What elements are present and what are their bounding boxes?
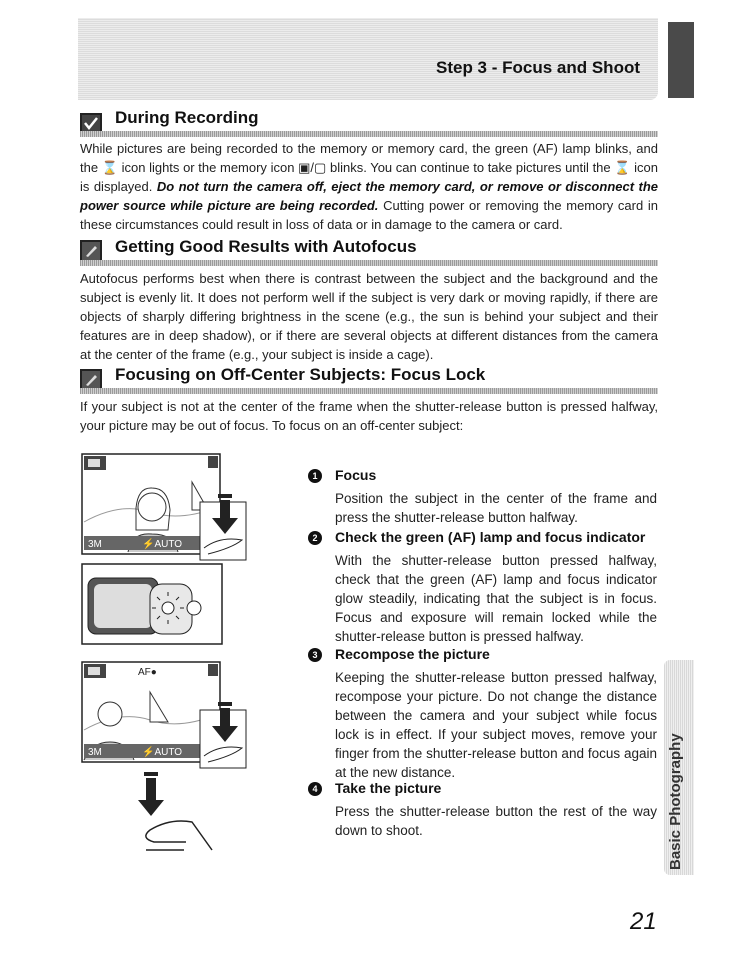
page-header-title: Step 3 - Focus and Shoot [435,58,640,77]
step-number: 3 [308,648,322,662]
camera-back-af-lamp [82,564,222,644]
section-divider [80,260,658,266]
step-title: Check the green (AF) lamp and focus indicator [335,529,646,545]
finger-full-press-icon [138,772,212,850]
focus-lock-illustration [80,452,280,862]
step-title: Recompose the picture [335,646,490,662]
step-body: With the shutter-release button pressed halfway, check that the green (AF) lamp and focus indicator glow steadily, indicating that the subject is in focus. Focus and exposure will remain locked while the shutter-release button is pressed halfway. [335,553,657,644]
chapter-corner-tab [668,22,694,98]
step-body: Press the shutter-release button the rest of the way down to shoot. [335,804,657,838]
section-title-focus-lock: Focusing on Off-Center Subjects: Focus Lock [115,365,486,384]
monitor-screen-recomposed [82,662,220,762]
autofocus-text: Autofocus performs best when there is contrast between the subject and the background and the subject is evenly lit. It does not perform well if the subject is very dark or moving rapidly, if there are objects of sharply differing brightness in the scene (e.g., the sun is behind your subject and their features are in deep shadow), or if there are several objects at different distances from the camera at the center of the frame (e.g., your subject is inside a cage). [80,271,658,362]
flash-indicator: ⚡AUTO [142,747,183,758]
flash-indicator: ⚡AUTO [142,539,183,550]
step-number: 4 [308,782,322,796]
during-recording-text: While pictures are being recorded to the memory or memory card, the green (AF) lamp blinks, and the ⌛ icon lights or the memory icon ▣/▢ blinks. You can continue to take pictures until the ⌛ icon is displayed. Do not turn the camera off, eject the memory card, or remove or disconnect the power source while picture are being recorded. Cutting power or removing the memory card in these circumstances could result in loss of data or in damage to the camera or card. [80,141,658,232]
step-number: 2 [308,531,322,545]
step-number: 1 [308,469,322,483]
step-body: Keeping the shutter-release button pressed halfway, recompose your picture. Do not change the distance between the camera and your subject while focus lock is in effect. If your subject moves, remove your finger from the shutter-release button and focus again at the new distance. [335,670,657,780]
section-title-during-recording: During Recording [115,108,259,127]
af-indicator: AF● [138,667,157,678]
step-title: Focus [335,467,377,483]
chapter-side-tab-label: Basic Photography [667,733,684,870]
page-number: 21 [630,908,657,935]
section-divider [80,388,658,394]
monitor-screen-centered [82,454,220,554]
finger-pressing-icon [200,702,246,768]
focus-lock-intro-text: If your subject is not at the center of the frame when the shutter-release button is pressed halfway, your picture may be out of focus. To focus on an off-center subject: [80,399,658,433]
section-divider [80,131,658,137]
mode-indicator: 3M [88,747,102,758]
step-title: Take the picture [335,780,442,796]
pencil-note-icon [80,240,102,262]
section-title-autofocus: Getting Good Results with Autofocus [115,237,417,256]
mode-indicator: 3M [88,539,102,550]
step-body: Position the subject in the center of the frame and press the shutter-release button halfway. [335,491,657,525]
finger-pressing-icon [200,494,246,560]
